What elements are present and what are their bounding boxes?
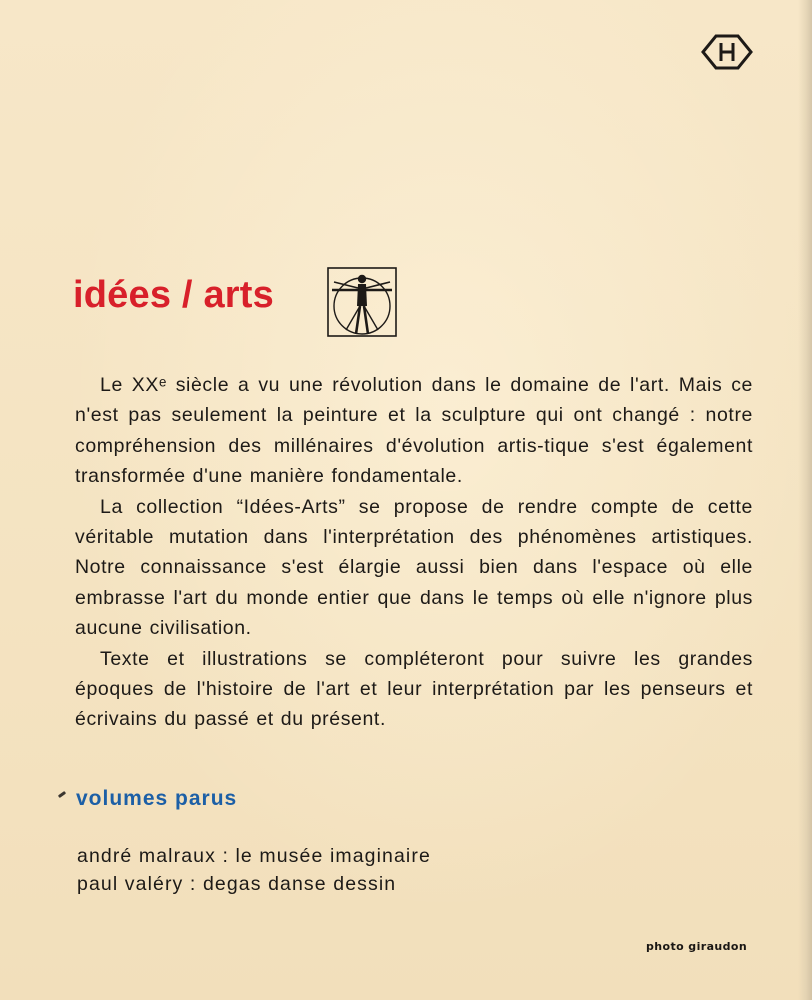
tick-mark: [58, 791, 66, 798]
intro-paragraph: La collection “Idées-Arts” se propose de rendre compte de cette véritable mutation dans l'interprétation des phénomènes artistiques. Notre connaissance s'est élargie aussi bien dans l'espace où elle embrasse l'art du monde entier que dans le temps où elle n'ignore plus aucune civilisation.: [75, 495, 753, 640]
page-edge: [798, 0, 812, 1000]
volumes-heading: volumes parus: [76, 787, 238, 810]
intro-text: [75, 370, 753, 735]
intro-paragraph: Le XXᵉ siècle a vu une révolution dans le domaine de l'art. Mais ce n'est pas seulement la peinture et la sculpture qui ont changé : notre compréhension des millénaires d'évolution artis-tique s'est également transformée d'une manière fondamentale.: [75, 374, 753, 488]
list-item: andré malraux : le musée imaginaire: [77, 845, 431, 867]
publisher-h-diamond-icon: [700, 33, 754, 71]
volumes-list: [77, 842, 431, 898]
photo-credit: photo giraudon: [646, 940, 748, 953]
list-item: paul valéry : degas danse dessin: [77, 873, 397, 895]
vitruvian-man-icon: [326, 266, 398, 338]
series-title: idées / arts: [73, 274, 274, 316]
intro-paragraph: Texte et illustrations se compléteront pour suivre les grandes époques de l'histoire de l'art et leur interprétation par les penseurs et écrivains du passé et du présent.: [75, 647, 753, 731]
